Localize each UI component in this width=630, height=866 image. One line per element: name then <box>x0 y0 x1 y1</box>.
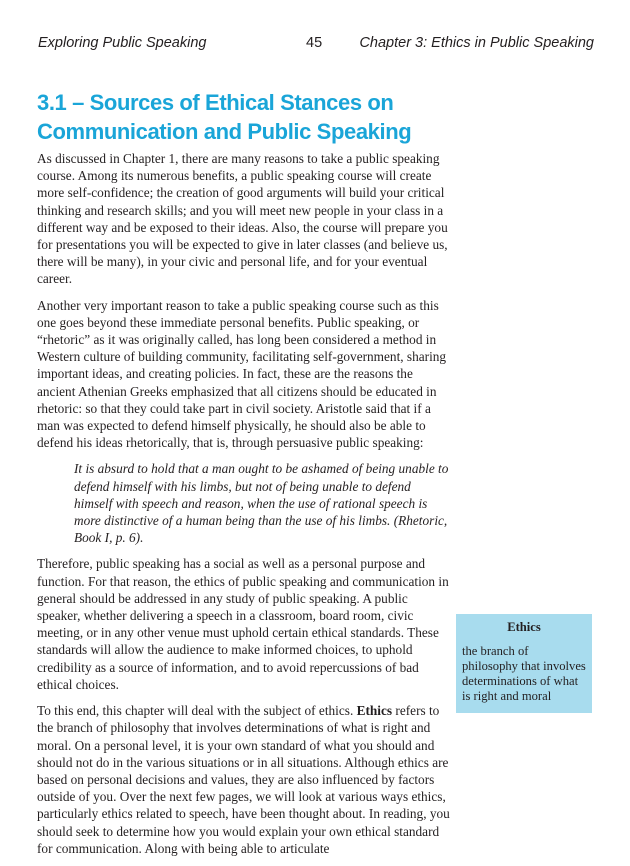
paragraph-3: Therefore, public speaking has a social as well as a personal purpose and function. For that reason, the ethics of public speaking and communication in general should be addressed in any study of public speaking. A public speaker, whether delivering a speech in a classroom, board room, civic meeting, or in any other venue must uphold certain ethical standards. These standards will allow the audience to make informed choices, to uphold credibility as a source of information, and to avoid repercussions of bad ethical choices. <box>37 556 449 692</box>
glossary-sidebar <box>456 614 592 713</box>
ethics-term: Ethics <box>356 703 393 719</box>
sidebar-term: Ethics <box>507 620 541 634</box>
paragraph-4-rest: refers to the branch of philosophy that involves determinations of what is right and moral. On a personal level, it is your own standard of what you should and should not do in the various situations or in all situations. Although ethics are based on personal decisions and values, they are also influenced by factors outside of you. Over the next few pages, we will look at various ways ethics, particularly ethics related to speech, have been thought about. In reading, you should seek to determine how you would explain your own ethical standard for communication. Along with being able to articulate <box>37 703 450 856</box>
aristotle-quote: It is absurd to hold that a man ought to be ashamed of being unable to defend himself with his limbs, but not of being unable to defend himself with speech and reason, when the use of rational speech is more distinctive of a human being than the use of his limbs. (Rhetoric, Book I, p. 6). <box>74 461 449 546</box>
page-number: 45 <box>306 35 323 51</box>
body-text <box>37 150 452 866</box>
running-header <box>38 35 594 55</box>
paragraph-4-lead: To this end, this chapter will deal with the subject of ethics. <box>37 703 354 719</box>
section-title: 3.1 – Sources of Ethical Stances on Communication and Public Speaking <box>37 90 412 144</box>
book-title: Exploring Public Speaking <box>38 35 207 51</box>
chapter-title: Chapter 3: Ethics in Public Speaking <box>359 35 594 51</box>
sidebar-definition: the branch of philosophy that involves determinations of what is right and moral <box>462 644 586 703</box>
paragraph-4 <box>37 702 452 857</box>
paragraph-1: As discussed in Chapter 1, there are many reasons to take a public speaking course. Among its numerous benefits, a public speaking course will create more self-confidence; the creation of good arguments will build your critical thinking and research skills; and you will meet new people in your class in a different way and be exposed to their ideas. Also, the course will prepare you for presentations you will be expected to give in later classes (and believe us, there will be many), in your civic and personal life, and for your eventual career. <box>37 151 448 287</box>
paragraph-2: Another very important reason to take a public speaking course such as this one goes beyond these immediate personal benefits. Public speaking, or “rhetoric” as it was originally called, has long been considered a method in Western culture of building community, facilitating self-government, sharing important ideas, and creating policies. In fact, these are the reasons the ancient Athenian Greeks emphasized that all citizens should be educated in rhetoric: so that they could take part in civil society. Aristotle said that if a man was expected to defend himself physically, he should also be able to defend his ideas rhetorically, that is, through persuasive public speaking: <box>37 297 447 451</box>
